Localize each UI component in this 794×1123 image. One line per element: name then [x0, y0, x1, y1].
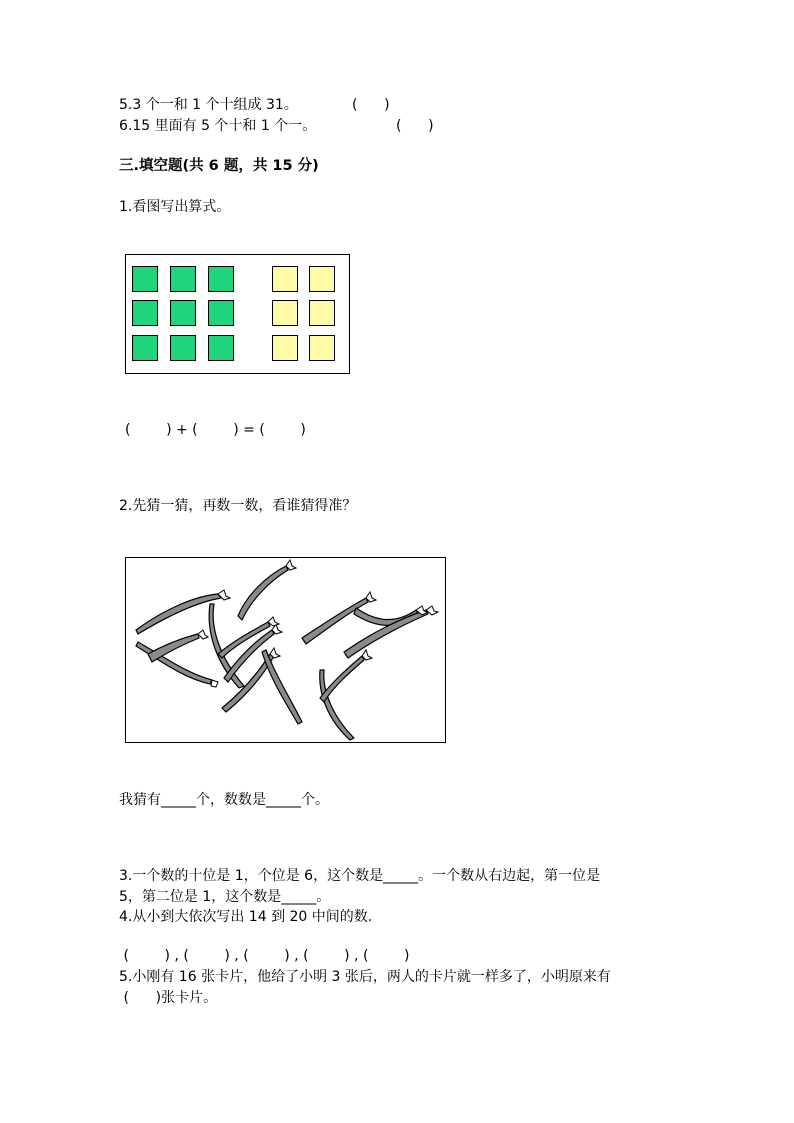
green-square [170, 335, 196, 361]
green-square [170, 300, 196, 326]
fill-q1-prompt: 1.看图写出算式。 [119, 199, 231, 215]
fill-q1-equation[interactable]: ( ) + ( ) = ( ) [125, 422, 306, 438]
green-square [132, 300, 158, 326]
fill-q2-prompt: 2.先猜一猜，再数一数，看谁猜得准？ [119, 498, 357, 514]
fill-q3-line1: 3.一个数的十位是 1，个位是 6，这个数是_____。一个数从右边起，第一位是 [119, 868, 601, 884]
judgement-q6-answer-paren[interactable]: ( ) [396, 118, 434, 134]
section-heading: 三.填空题(共 6 题，共 15 分) [119, 158, 319, 174]
yellow-square [272, 335, 298, 361]
squares-figure [125, 254, 350, 374]
fill-q5-line1: 5.小刚有 16 张卡片，他给了小明 3 张后，两人的卡片就一样多了，小明原来有 [119, 969, 611, 985]
yellow-square [309, 266, 335, 292]
yellow-square [309, 300, 335, 326]
fill-q3-line2: 5，第二位是 1，这个数是_____。 [119, 889, 331, 905]
green-square [132, 266, 158, 292]
judgement-q5-text: 5.3 个一和 1 个十组成 31。 [119, 97, 298, 113]
green-square [208, 266, 234, 292]
yellow-square [272, 300, 298, 326]
fill-q2-answer[interactable]: 我猜有_____个，数数是_____个。 [119, 792, 329, 808]
judgement-q6-text: 6.15 里面有 5 个十和 1 个一。 [119, 118, 317, 134]
peppers-icon [126, 558, 445, 742]
fill-q5-line2[interactable]: ( )张卡片。 [119, 990, 218, 1006]
green-square [170, 266, 196, 292]
fill-q4-blanks[interactable]: ( ) , ( ) , ( ) , ( ) , ( ) [119, 948, 410, 964]
green-square [208, 300, 234, 326]
yellow-square [272, 266, 298, 292]
green-square [208, 335, 234, 361]
yellow-square [309, 335, 335, 361]
fill-q4-prompt: 4.从小到大依次写出 14 到 20 中间的数. [119, 909, 373, 925]
peppers-picture [125, 557, 446, 743]
green-square [132, 335, 158, 361]
judgement-q5-answer-paren[interactable]: ( ) [352, 97, 390, 113]
